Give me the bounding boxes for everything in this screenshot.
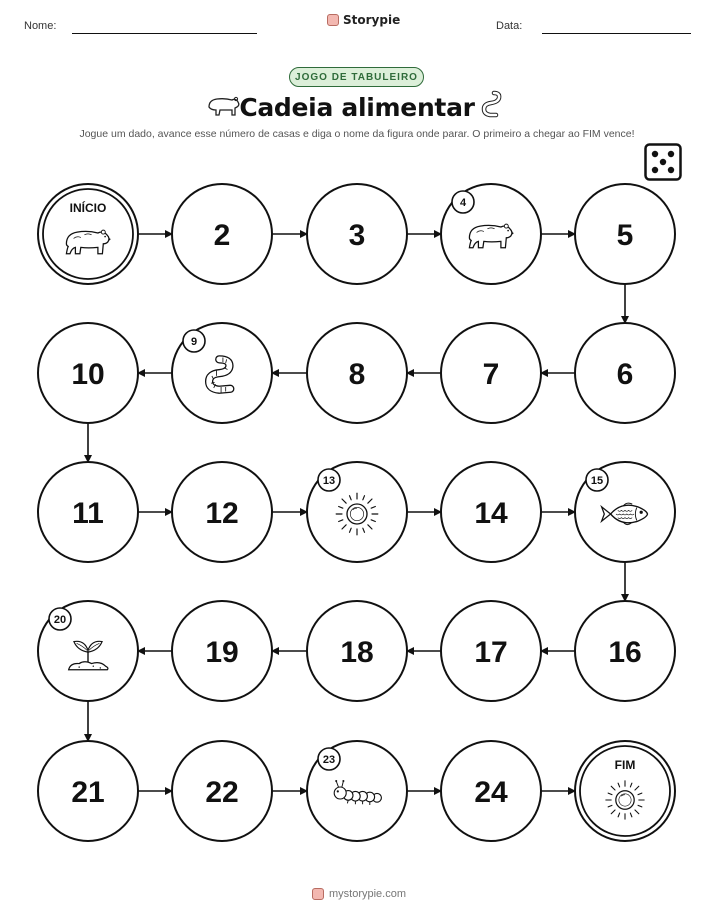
square-number: 6	[616, 358, 634, 391]
board-square-14	[441, 462, 541, 562]
square-number: 24	[474, 776, 508, 809]
board-square-9	[172, 323, 272, 423]
board-square-5	[575, 184, 675, 284]
board-square-17	[441, 601, 541, 701]
board-square-19	[172, 601, 272, 701]
footer-url: mystorypie.com	[329, 888, 407, 900]
board-square-16	[575, 601, 675, 701]
instructions: Jogue um dado, avance esse número de casas e diga o nome da figura onde parar. O primeiro a chegar ao FIM vence!	[79, 128, 635, 140]
square-number: 3	[348, 219, 366, 252]
square-number: 10	[71, 358, 105, 391]
board-square-8	[307, 323, 407, 423]
board-square-11	[38, 462, 138, 562]
square-number: 9	[190, 336, 198, 348]
board-square-21	[38, 741, 138, 841]
square-number: 4	[459, 197, 467, 209]
square-number: 23	[322, 754, 336, 766]
square-number: 22	[205, 776, 239, 809]
sun-icon	[606, 781, 644, 819]
board-squares	[38, 184, 675, 841]
page-title: Cadeia alimentar	[239, 93, 475, 122]
square-number: 17	[474, 636, 508, 669]
square-number: 7	[482, 358, 500, 391]
square-number: 5	[616, 219, 634, 252]
brand-name: Storypie	[343, 13, 401, 27]
square-number: 21	[71, 776, 105, 809]
board-square-10	[38, 323, 138, 423]
board-square-4	[441, 184, 541, 284]
board-square-18	[307, 601, 407, 701]
start-label: INÍCIO	[69, 201, 107, 215]
footer	[312, 888, 406, 900]
square-number: 19	[205, 636, 239, 669]
date-label: Data:	[496, 20, 523, 32]
board-square-13	[307, 462, 407, 562]
board-square-20	[38, 601, 138, 701]
board-square-23	[307, 741, 407, 841]
square-number: 14	[474, 497, 508, 530]
board-square-25	[575, 741, 675, 841]
board-square-15	[575, 462, 675, 562]
end-label: FIM	[614, 758, 636, 772]
name-label: Nome:	[24, 20, 57, 32]
square-number: 18	[340, 636, 374, 669]
board-square-22	[172, 741, 272, 841]
square-number: 12	[205, 497, 239, 530]
board-square-24	[441, 741, 541, 841]
storypie-logo-icon	[312, 888, 324, 900]
board-square-6	[575, 323, 675, 423]
square-number: 13	[322, 475, 336, 487]
sun-icon	[336, 493, 378, 535]
board-square-2	[172, 184, 272, 284]
square-number: 20	[53, 614, 67, 626]
square-number: 15	[590, 475, 604, 487]
game-type-badge: JOGO DE TABULEIRO	[289, 67, 424, 87]
square-number: 11	[72, 497, 104, 530]
board-square-1	[38, 184, 138, 284]
board-square-7	[441, 323, 541, 423]
board-square-3	[307, 184, 407, 284]
square-number: 2	[213, 219, 231, 252]
square-number: 16	[608, 636, 642, 669]
board-square-12	[172, 462, 272, 562]
square-number: 8	[348, 358, 366, 391]
